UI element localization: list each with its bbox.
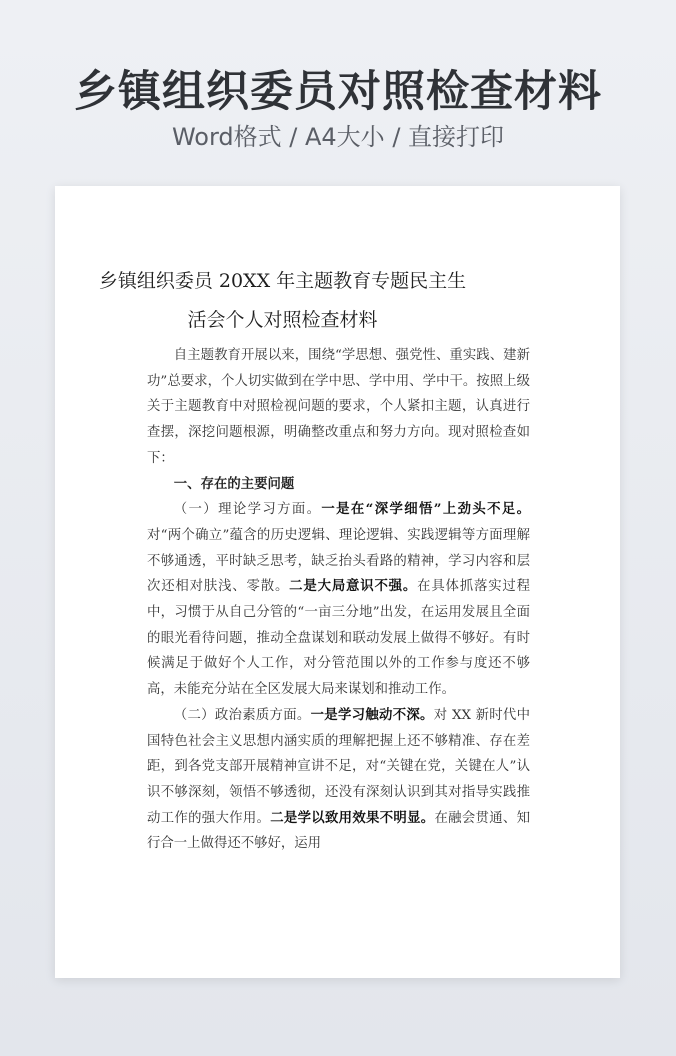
banner-title: 乡镇组织委员对照检查材料 xyxy=(74,67,602,117)
item2-point1-text: 对 XX 新时代中国特色社会主义思想内涵实质的理解把握上还不够精准、存在差距，到各党支部开展精神宣讲不足，对“关键在党，关键在人”认识不够深刻，领悟不够透彻，还没有深刻认识到其对指导实践推动工作的强大作用。 xyxy=(147,707,531,826)
item2-point2-text: 在融会贯通、知行合一上做得还不够好，运用 xyxy=(147,810,531,852)
item2-paragraph xyxy=(147,703,530,857)
section1-heading: 一、存在的主要问题 xyxy=(173,475,295,492)
document-title-line2: 活会个人对照检查材料 xyxy=(187,309,378,331)
item1-paragraph xyxy=(147,497,530,703)
item2-point1-emphasis: 一是学习触动不深。 xyxy=(310,706,434,723)
item1-point2-emphasis: 二是大局意识不强。 xyxy=(289,578,418,595)
intro-paragraph: 自主题教育开展以来，围绕“学思想、强党性、重实践、建新功”总要求，个人切实做到在学中思、学中用、学中干。按照上级关于主题教育中对照检视问题的要求，个人紧扣主题，认真进行查摆，深挖问题根源，明确整改重点和努力方向。现对照检查如下： xyxy=(147,348,530,466)
item1-label: （一）理论学习方面。 xyxy=(173,502,322,518)
item1-point1-text: 对“两个确立”蕴含的历史逻辑、理论逻辑、实践逻辑等方面理解不够通透，平时缺乏思考，缺乏抬头看路的精神，学习内容和层次还相对肤浅、零散。 xyxy=(147,527,530,595)
document-title-line1: 乡镇组织委员 20XX 年主题教育专题民主生 xyxy=(98,270,467,292)
item1-point1-emphasis: 一是在“深学细悟”上劲头不足。 xyxy=(321,501,530,518)
item1-point2-text: 在具体抓落实过程中，习惯于从自己分管的“一亩三分地”出发，在运用发展且全面的眼光看待问题，推动全盘谋划和联动发展上做得不够好。有时候满足于做好个人工作，对分管范围以外的工作参与度还不够高，未能充分站在全区发展大局来谋划和推动工作。 xyxy=(147,579,531,698)
document-body xyxy=(147,343,530,857)
item2-label: （二）政治素质方面。 xyxy=(173,707,311,723)
item2-point2-emphasis: 二是学以致用效果不明显。 xyxy=(270,809,435,826)
banner-subtitle: Word格式 / A4大小 / 直接打印 xyxy=(171,123,505,151)
